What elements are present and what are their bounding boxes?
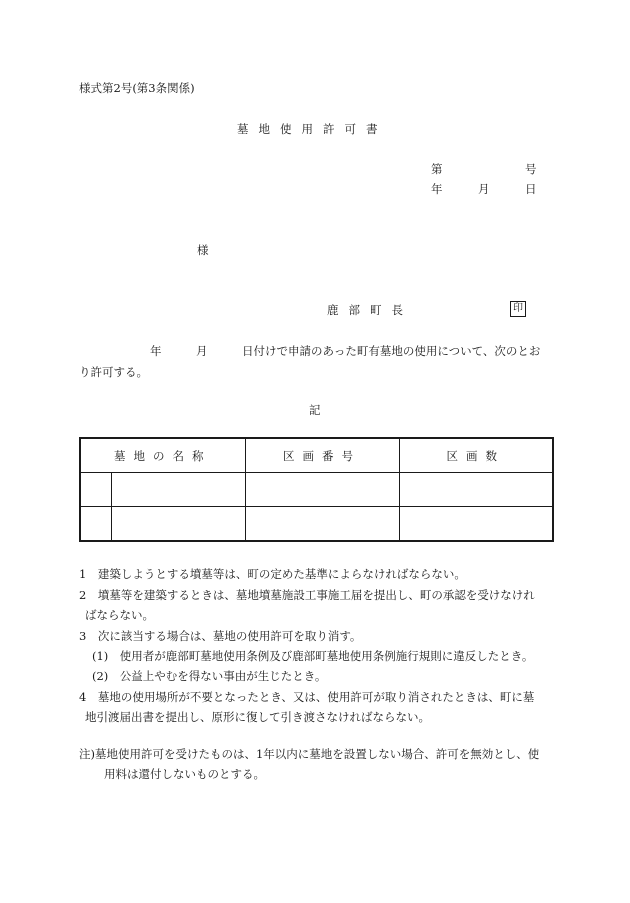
body-line-2: り許可する。: [79, 365, 148, 379]
form-label: 様式第2号(第3条関係): [79, 81, 195, 95]
note-line-2: 用料は還付しないものとする。: [104, 767, 265, 781]
table-cell: [111, 473, 245, 507]
plot-table: [79, 437, 554, 542]
document-title: 墓地使用許可書: [237, 122, 388, 136]
header-cemetery-name: 墓地の名称: [80, 438, 245, 473]
body-month: 月: [196, 344, 208, 358]
seal-mark: 印: [510, 301, 526, 317]
date-year: 年: [431, 182, 443, 196]
body-line-1: 日付けで申請のあった町有墓地の使用について、次のとお: [242, 344, 541, 358]
issuer-name: 鹿部町長: [327, 303, 413, 317]
table-cell: [399, 473, 553, 507]
table-cell: [80, 473, 111, 507]
table-row: [80, 507, 553, 542]
condition-3-sub-2: (2) 公益上やむを得ない事由が生じたとき。: [92, 669, 327, 683]
date-day: 日: [525, 182, 537, 196]
addressee-suffix: 様: [197, 243, 209, 257]
table-cell: [399, 507, 553, 542]
condition-2: 2 墳墓等を建築するときは、墓地墳墓施設工事施工届を提出し、町の承認を受けなけれ: [79, 588, 535, 602]
table-row: [80, 473, 553, 507]
ki-heading: 記: [309, 403, 321, 417]
condition-3: 3 次に該当する場合は、墓地の使用許可を取り消す。: [79, 629, 362, 643]
note-line-1: 注)墓地使用許可を受けたものは、1年以内に墓地を設置しない場合、許可を無効とし、使: [79, 747, 540, 761]
condition-2-cont: ばならない。: [85, 608, 154, 622]
table-cell: [245, 473, 399, 507]
table-header-row: [80, 438, 553, 473]
header-plot-number: 区画番号: [245, 438, 399, 473]
body-year: 年: [150, 344, 162, 358]
date-month: 月: [478, 182, 490, 196]
number-suffix: 号: [525, 162, 537, 176]
number-prefix: 第: [431, 162, 443, 176]
table-cell: [245, 507, 399, 542]
table-cell: [80, 507, 111, 542]
table-cell: [111, 507, 245, 542]
header-plot-count: 区画数: [399, 438, 553, 473]
condition-4: 4 墓地の使用場所が不要となったとき、又は、使用許可が取り消されたときは、町に墓: [79, 690, 535, 704]
condition-4-cont: 地引渡届出書を提出し、原形に復して引き渡さなければならない。: [85, 710, 430, 724]
condition-3-sub-1: (1) 使用者が鹿部町墓地使用条例及び鹿部町墓地使用条例施行規則に違反したとき。: [92, 649, 534, 663]
condition-1: 1 建築しようとする墳墓等は、町の定めた基準によらなければならない。: [79, 567, 466, 581]
